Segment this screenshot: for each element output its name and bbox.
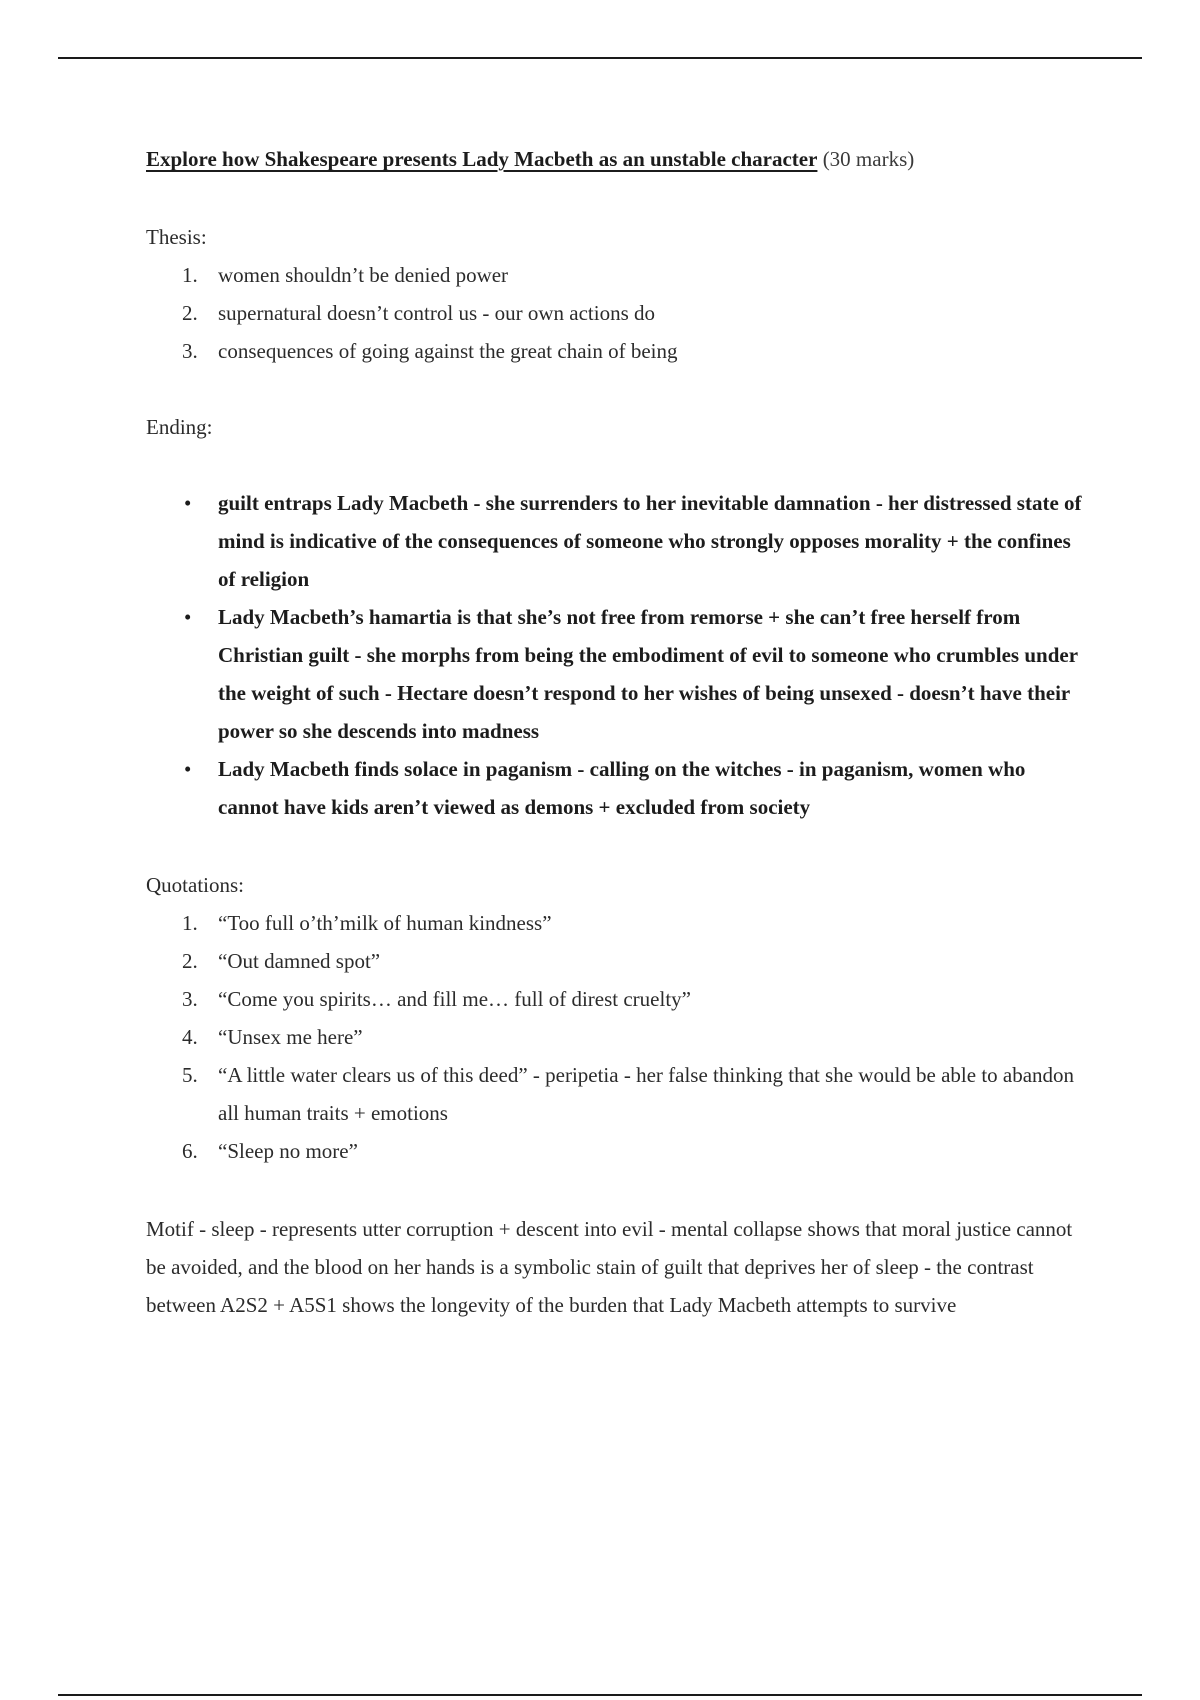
list-number: 5. [182,1063,198,1087]
list-item-text: “Unsex me here” [218,1025,363,1049]
list-item [146,598,1086,750]
list-item-text: “Out damned spot” [218,949,381,973]
list-number: 3. [182,339,198,363]
list-item [146,484,1086,598]
quotations-list [146,904,1086,1170]
list-number: 1. [182,263,198,287]
list-item-text: Lady Macbeth’s hamartia is that she’s not free from remorse + she can’t free herself from Christian guilt - she morphs from being the embodiment of evil to someone who crumbles under the weight of such - Hectare doesn’t respond to her wishes of being unsexed - doesn’t have their power so she descends into madness [218,605,1078,743]
list-item-text: “Sleep no more” [218,1139,358,1163]
bullet-icon: • [184,605,192,629]
ending-list [146,484,1086,826]
list-item-text: “Too full o’th’milk of human kindness” [218,911,552,935]
list-item [146,332,1086,370]
essay-question [146,140,1086,178]
list-number: 1. [182,911,198,935]
list-item-text: consequences of going against the great chain of being [218,339,678,363]
list-number: 2. [182,949,198,973]
thesis-label: Thesis: [146,225,207,249]
thesis-list [146,256,1086,370]
list-item-text: Lady Macbeth finds solace in paganism - calling on the witches - in paganism, women who cannot have kids aren’t viewed as demons + excluded from society [218,757,1026,819]
list-item [146,1132,1086,1170]
list-item [146,256,1086,294]
list-item-text: supernatural doesn’t control us - our own actions do [218,301,656,325]
marks-label: (30 marks) [822,147,915,171]
list-number: 4. [182,1025,198,1049]
document-body [146,140,1086,1324]
list-number: 6. [182,1139,198,1163]
bullet-icon: • [184,757,192,781]
list-number: 3. [182,987,198,1011]
quotations-label: Quotations: [146,873,244,897]
list-item [146,294,1086,332]
list-number: 2. [182,301,198,325]
list-item [146,904,1086,942]
ending-label: Ending: [146,415,213,439]
list-item [146,1018,1086,1056]
list-item [146,980,1086,1018]
list-item-text: guilt entraps Lady Macbeth - she surrenders to her inevitable damnation - her distressed state of mind is indicative of the consequences of someone who strongly opposes morality + the confines of religion [218,491,1082,591]
essay-title: Explore how Shakespeare presents Lady Macbeth as an unstable character [146,147,818,171]
motif-paragraph: Motif - sleep - represents utter corruption + descent into evil - mental collapse shows that moral justice cannot be avoided, and the blood on her hands is a symbolic stain of guilt that deprives her of sleep - the contrast between A2S2 + A5S1 shows the longevity of the burden that Lady Macbeth attempts to survive [146,1217,1073,1317]
list-item [146,750,1086,826]
bullet-icon: • [184,491,192,515]
list-item-text: women shouldn’t be denied power [218,263,509,287]
list-item [146,942,1086,980]
bottom-rule [58,1694,1142,1696]
list-item [146,1056,1086,1132]
top-rule [58,57,1142,59]
list-item-text: “A little water clears us of this deed” - peripetia - her false thinking that she would be able to abandon all human traits + emotions [218,1063,1075,1125]
list-item-text: “Come you spirits… and fill me… full of direst cruelty” [218,987,691,1011]
